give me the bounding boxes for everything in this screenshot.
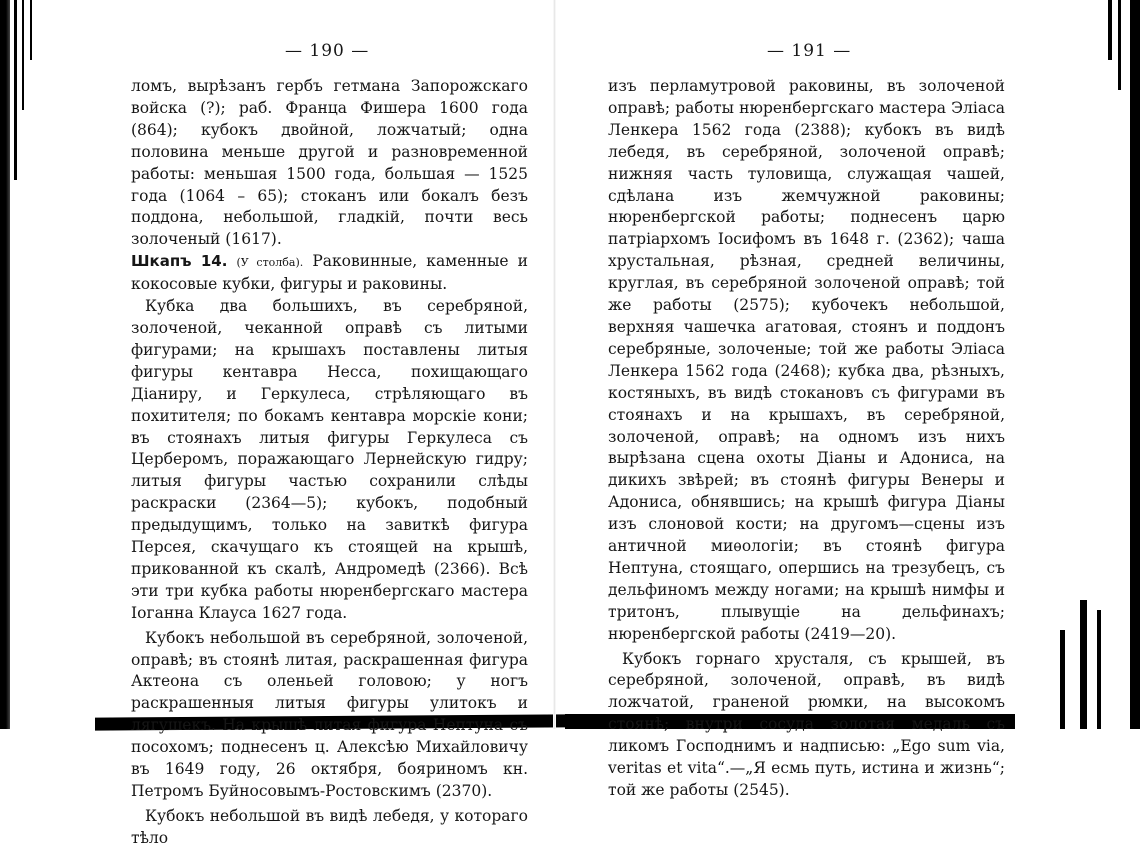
cabinet-description: Раковинные, каменные и кокосовые кубки, фигуры и раковины. [131,252,528,294]
paragraph: изъ перламутровой раковины, въ золоченой оправѣ; работы нюренбергскаго мастера Эліаса Ленкера 1562 года (2388); кубокъ въ видѣ лебедя, въ серебряной, золоченой оправѣ; нижняя часть туловища, служащая чашей, сдѣлана изъ жемчужной раковины; нюренбергской работы; поднесенъ царю патріархомъ Іосифомъ въ 1648 г. (2362); чаша хрустальная, рѣзная, средней величины, круглая, въ серебряной золоченой оправѣ; той же работы (2575); кубочекъ небольшой, верхняя чашечка агатовая, стоянъ и поддонъ серебряные, золоченые; той же работы Эліаса Ленкера 1562 года (2468); кубка два, рѣзныхъ, костяныхъ, въ видѣ стокановъ съ фигурами въ стоянахъ и на крышахъ, въ серебряной, золоченой, оправѣ; на одномъ изъ нихъ вырѣзана сцена охоты Діаны и Адониса, на дикихъ звѣрей; въ стоянѣ фигуры Венеры и Адониса, обнявшись; на крышѣ фигура Діаны изъ слоновой кости; на другомъ—сцены изъ античной миѳологіи; въ стоянѣ фигура Нептуна, стоящаго, опершись на трезубецъ, съ дельфиномъ между ногами; на крышѣ нимфы и тритонъ, плывущіе на дельфинахъ; нюренбергской работы (2419—20). [608,77,1005,643]
right-page-text [608,76,1005,802]
cabinet-label: Шкапъ 14. [131,252,228,271]
cabinet-heading [131,251,528,296]
right-scan-edge-streak [1080,600,1087,729]
left-page-text [131,76,528,850]
page-number-right: — 191 — [767,41,852,61]
right-scan-edge-streak [1108,0,1112,60]
cabinet-note: (У столба). [236,256,304,270]
paragraph: Кубка два большихъ, въ серебряной, золоченой, чеканной оправѣ съ литыми фигурами; на крышахъ поставлены литыя фигуры кентавра Несса, похищающаго Діаниру, и Геркулеса, стрѣляющаго въ похитителя; по бокамъ кентавра морскіе кони; въ стоянахъ литыя фигуры Геркулеса съ Церберомъ, поражающаго Лернейскую гидру; литыя фигуры частью сохранили слѣды раскраски (2364—5); кубокъ, подобный предыдущимъ, только на завиткѣ фигура Персея, скачущаго къ стоящей на крышѣ, прикованной къ скалѣ, Андромедѣ (2366). Всѣ эти три кубка работы нюренбергскаго мастера Іоганна Клауса 1627 года. [131,297,528,622]
paragraph: ломъ, вырѣзанъ гербъ гетмана Запорожскаго войска (?); раб. Франца Фишера 1600 года (864); кубокъ двойной, ложчатый; одна половина меньше другой и разновременной работы: меньшая 1500 года, большая — 1525 года (1064 – 65); стоканъ или бокалъ безъ поддона, небольшой, гладкій, почти весь золоченый (1617). [131,77,528,249]
left-scan-edge-streak [14,0,17,180]
paragraph: Кубокъ горнаго хрусталя, съ крышей, въ серебряной, золоченой, оправѣ, въ видѣ ложчатой, граненой рюмки, на высокомъ стоянѣ; внутри сосуда золотая медаль съ ликомъ Господнимъ и надписью: „Ego sum via, veritas et vita“.—„Я есмь путь, истина и жизнь“; той же работы (2545). [608,649,1005,799]
right-scan-edge-streak [1097,610,1101,729]
paragraph: Кубокъ небольшой въ серебряной, золоченой, оправѣ; въ стоянѣ литая, раскрашенная фигура Актеона съ оленьей головою; у ногъ раскрашенныя литыя фигуры улитокъ и лягушекъ. На крышѣ литая фигура Нептуна съ посохомъ; поднесенъ ц. Алексѣю Михайловичу въ 1649 году, 26 октября, бояриномъ кн. Петромъ Буйносовымъ-Ростовскимъ (2370). [131,628,528,800]
page-gutter [553,0,556,729]
left-scan-edge [0,0,10,729]
right-scan-edge-streak [1118,0,1121,90]
paragraph: Кубокъ небольшой въ видѣ лебедя, у котораго тѣло [131,806,528,847]
right-scan-edge [1130,0,1140,729]
page-number-left: — 190 — [285,41,370,61]
right-scan-edge-streak [1060,630,1065,729]
left-scan-edge-streak [30,0,32,60]
left-scan-edge-streak [22,0,24,110]
